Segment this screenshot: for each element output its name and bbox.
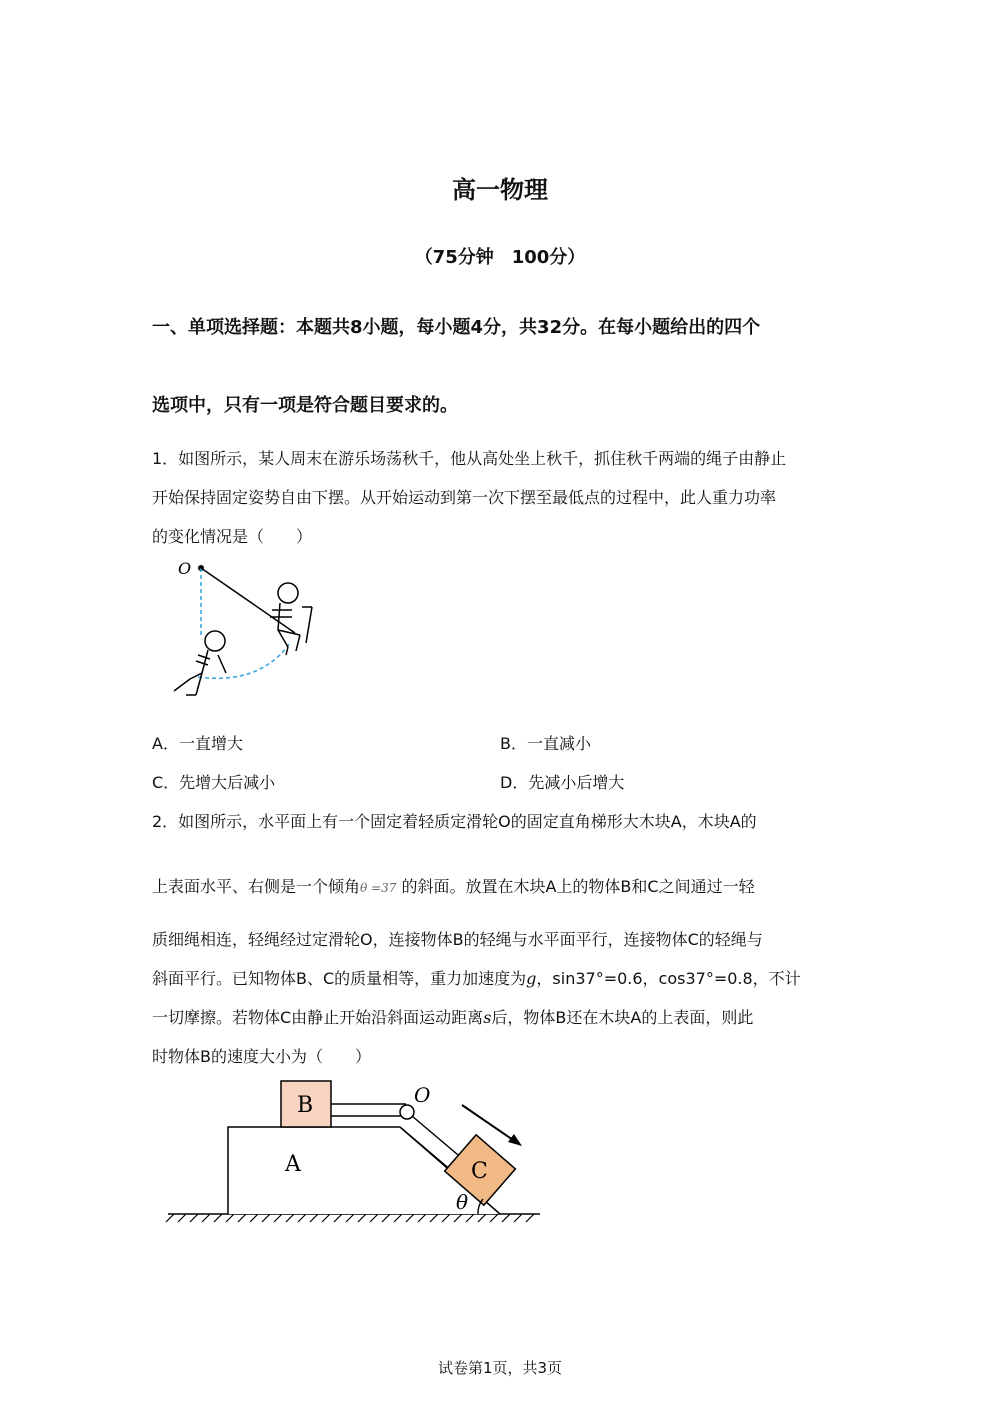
block-a-label: A — [285, 1152, 301, 1177]
q2-stem-line5 — [152, 1005, 862, 1028]
ground-hatch — [166, 1214, 534, 1222]
q2-line4-start: 斜面平行。已知物体B、C的质量相等，重力加速度为 — [152, 969, 527, 988]
q2-stem-line1: 2．如图所示，水平面上有一个固定着轻质定滑轮O的固定直角梯形大木块A，木块A的 — [152, 812, 757, 831]
motion-arrow-head — [508, 1134, 522, 1146]
q1-option-a: A．一直增大 — [152, 734, 243, 753]
block-c-label: C — [471, 1159, 488, 1184]
motion-arrow-shaft — [462, 1105, 516, 1142]
section-heading-line2: 选项中，只有一项是符合题目要求的。 — [152, 395, 458, 416]
q1-option-c: C．先增大后减小 — [152, 773, 276, 792]
section-heading-line1: 一、单项选择题：本题共8小题，每小题4分，共32分。在每小题给出的四个 — [152, 317, 761, 338]
pulley-o-label: O — [414, 1083, 431, 1107]
q2-line5-end: 后，物体B还在木块A的上表面，则此 — [491, 1008, 754, 1027]
swing-figure — [160, 555, 330, 705]
page-footer: 试卷第1页，共3页 — [437, 1359, 563, 1377]
pulley — [400, 1105, 414, 1119]
q1-option-b: B．一直减小 — [500, 734, 591, 753]
q2-line4-end: ，sin37°=0.6，cos37°=0.8，不计 — [536, 969, 801, 988]
distance-symbol: s — [483, 1008, 492, 1027]
q2-stem-line3: 质细绳相连，轻绳经过定滑轮O，连接物体B的轻绳与水平面平行，连接物体C的轻绳与 — [152, 930, 763, 949]
q2-line2-start: 上表面水平、右侧是一个倾角 — [152, 877, 361, 896]
q1-stem-line2: 开始保持固定姿势自由下摆。从开始运动到第一次下摆至最低点的过程中，此人重力功率 — [152, 488, 777, 507]
theta-label: θ — [456, 1190, 469, 1214]
person-upper — [270, 583, 312, 655]
q2-stem-line4 — [152, 966, 862, 989]
q2-stem-line2 — [152, 874, 862, 897]
exam-duration-score: （75分钟 100分） — [414, 247, 586, 268]
q2-line2-end: 的斜面。放置在木块A上的物体B和C之间通过一轻 — [401, 877, 755, 896]
pivot-o-label: O — [178, 559, 192, 578]
person-lower — [174, 631, 226, 695]
theta-expression: θ =37 — [360, 881, 397, 895]
block-b-label: B — [297, 1093, 314, 1118]
q1-option-d: D．先减小后增大 — [500, 773, 625, 792]
q1-stem-line3: 的变化情况是（ ） — [152, 527, 313, 546]
gravity-symbol: g — [526, 969, 537, 988]
q1-stem-line1: 1．如图所示，某人周末在游乐场荡秋千，他从高处坐上秋千，抓住秋千两端的绳子由静止 — [152, 449, 787, 468]
pulley-incline-figure — [160, 1072, 550, 1232]
q2-line5-start: 一切摩擦。若物体C由静止开始沿斜面运动距离 — [152, 1008, 484, 1027]
page-title: 高一物理 — [452, 176, 548, 204]
q2-stem-line6: 时物体B的速度大小为（ ） — [152, 1047, 371, 1066]
